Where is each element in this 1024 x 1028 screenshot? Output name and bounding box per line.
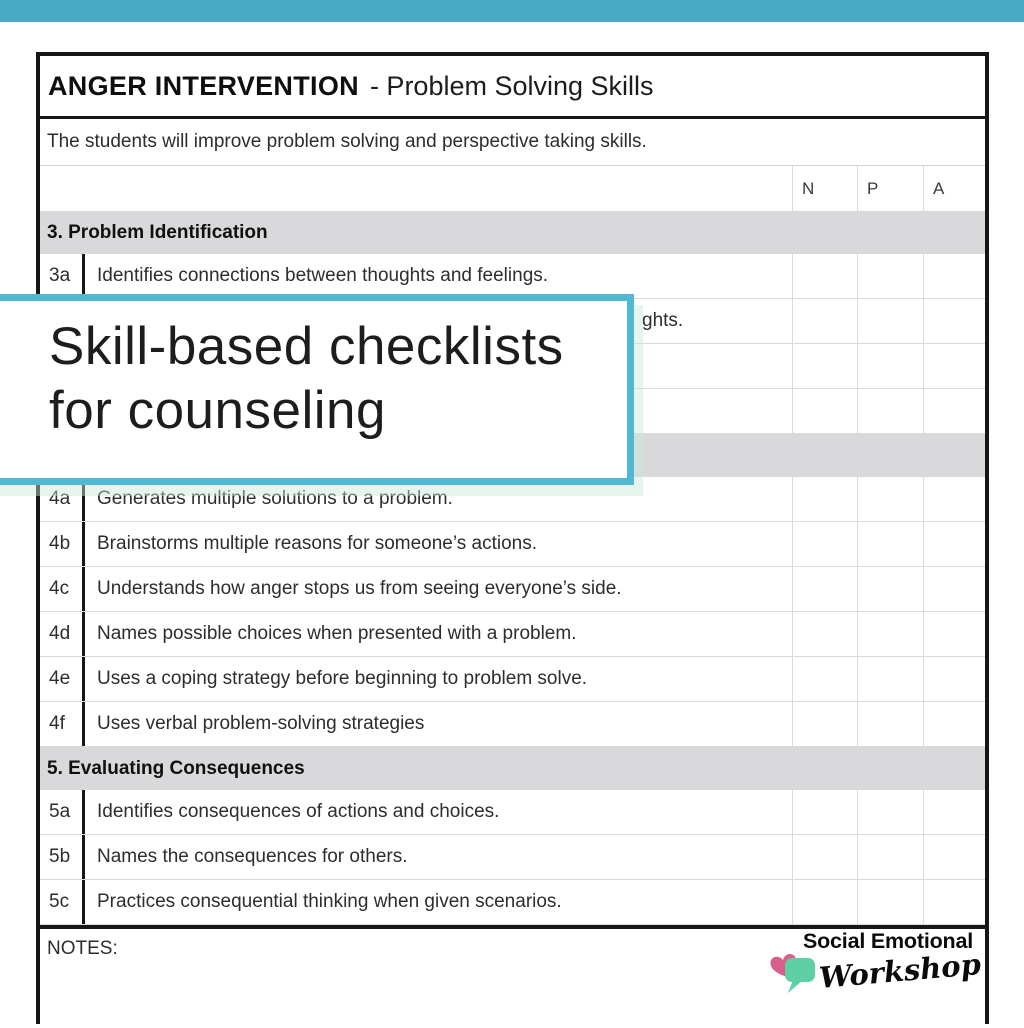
rating-cell-p (857, 612, 923, 656)
skill-row-5b (40, 835, 985, 880)
skill-row-4c (40, 567, 985, 612)
title-bold: ANGER INTERVENTION (48, 70, 359, 101)
promo-line-2: for counseling (49, 381, 386, 440)
brand-logo (799, 929, 981, 996)
rating-cell-p (857, 702, 923, 746)
skill-text-3a-label: Identifies connections between thoughts and feelings. (97, 265, 549, 286)
promo-line-1: Skill-based checklists (49, 317, 564, 376)
rating-cell-a (923, 567, 985, 611)
skill-id-4b: 4b (40, 522, 85, 566)
skill-id-4a: 4a (40, 477, 85, 521)
skill-row-4d (40, 612, 985, 657)
rating-cell-a (923, 702, 985, 746)
skill-text-5a (85, 790, 792, 834)
skill-text-5a-label: Identifies consequences of actions and choices. (97, 801, 500, 822)
rating-header-p: P (857, 166, 923, 211)
skill-id-3a: 3a (40, 254, 85, 298)
document-title (40, 56, 985, 119)
rating-cell-p (857, 477, 923, 521)
rating-cell-n (792, 522, 857, 566)
heart-speech-bubble-icon (769, 950, 819, 996)
skill-text-4e (85, 657, 792, 701)
rating-cell-a (923, 657, 985, 701)
section-header-5 (40, 747, 985, 790)
skill-row-4b (40, 522, 985, 567)
rating-cell-n (792, 567, 857, 611)
rating-cell-a (923, 880, 985, 924)
skill-id-4c: 4c (40, 567, 85, 611)
rating-cell-p (857, 567, 923, 611)
section-header-3-label: 3. Problem Identification (47, 221, 268, 243)
checklist-document (36, 52, 989, 1024)
top-accent-bar (0, 0, 1024, 22)
skill-text-4c-label: Understands how anger stops us from seeing everyone’s side. (97, 578, 622, 599)
skill-text-4f-label: Uses verbal problem-solving strategies (97, 713, 425, 734)
rating-header-row (40, 166, 985, 211)
brand-name-top: Social Emotional (802, 929, 973, 953)
brand-name-script: Workshop (817, 947, 983, 995)
promo-overlay (0, 294, 634, 485)
brand-lockup (799, 947, 983, 996)
rating-cell-p (857, 299, 923, 343)
rating-cell-p (857, 389, 923, 433)
rating-cell-a (923, 299, 985, 343)
rating-cell-p (857, 522, 923, 566)
title-subtitle: - Problem Solving Skills (369, 70, 654, 101)
rating-cell-n (792, 299, 857, 343)
rating-cell-n (792, 389, 857, 433)
rating-cell-p (857, 790, 923, 834)
section-header-5-label: 5. Evaluating Consequences (47, 757, 305, 779)
objective-text: The students will improve problem solving and perspective taking skills. (47, 131, 647, 152)
rating-cell-a (923, 522, 985, 566)
skill-row-3a (40, 254, 985, 299)
rating-cell-a (923, 344, 985, 388)
rating-cell-p (857, 344, 923, 388)
skill-text-4e-label: Uses a coping strategy before beginning to problem solve. (97, 668, 588, 689)
rating-cell-a (923, 790, 985, 834)
rating-cell-a (923, 477, 985, 521)
rating-cell-n (792, 657, 857, 701)
skill-id-5a: 5a (40, 790, 85, 834)
rating-cell-p (857, 657, 923, 701)
rating-cell-a (923, 254, 985, 298)
rating-cell-n (792, 254, 857, 298)
skill-text-5b (85, 835, 792, 879)
skill-text-5c (85, 880, 792, 924)
rating-header-a: A (923, 166, 985, 211)
skill-id-5b: 5b (40, 835, 85, 879)
notes-label: NOTES: (47, 938, 118, 959)
rating-cell-a (923, 612, 985, 656)
skill-text-4f (85, 702, 792, 746)
rating-cell-p (857, 880, 923, 924)
rating-cell-n (792, 702, 857, 746)
skill-text-3a (85, 254, 792, 298)
rating-cell-p (857, 835, 923, 879)
skill-id-4f: 4f (40, 702, 85, 746)
skill-id-4e: 4e (40, 657, 85, 701)
rating-cell-n (792, 344, 857, 388)
skill-text-4c (85, 567, 792, 611)
section-header-3 (40, 211, 985, 254)
rating-header-n: N (792, 166, 857, 211)
rating-header-spacer (40, 166, 792, 211)
rating-cell-n (792, 880, 857, 924)
rating-cell-n (792, 790, 857, 834)
rating-cell-a (923, 389, 985, 433)
skill-text-4d (85, 612, 792, 656)
skill-text-4d-label: Names possible choices when presented with a problem. (97, 623, 577, 644)
partially-covered-text: ghts. (642, 310, 684, 331)
skill-text-5b-label: Names the consequences for others. (97, 846, 408, 867)
rating-cell-n (792, 835, 857, 879)
skill-text-4b-label: Brainstorms multiple reasons for someone’s actions. (97, 533, 538, 554)
skill-row-4f (40, 702, 985, 747)
skill-row-5c (40, 880, 985, 925)
skill-text-4a-label: Generates multiple solutions to a problem. (97, 488, 453, 509)
skill-row-5a (40, 790, 985, 835)
speech-bubble-icon (785, 958, 815, 993)
skill-id-5c: 5c (40, 880, 85, 924)
rating-cell-p (857, 254, 923, 298)
objective-row (40, 119, 985, 166)
skill-text-4b (85, 522, 792, 566)
skill-row-4e (40, 657, 985, 702)
skill-text-5c-label: Practices consequential thinking when given scenarios. (97, 891, 562, 912)
rating-cell-n (792, 477, 857, 521)
skill-id-4d: 4d (40, 612, 85, 656)
rating-cell-n (792, 612, 857, 656)
rating-cell-a (923, 835, 985, 879)
